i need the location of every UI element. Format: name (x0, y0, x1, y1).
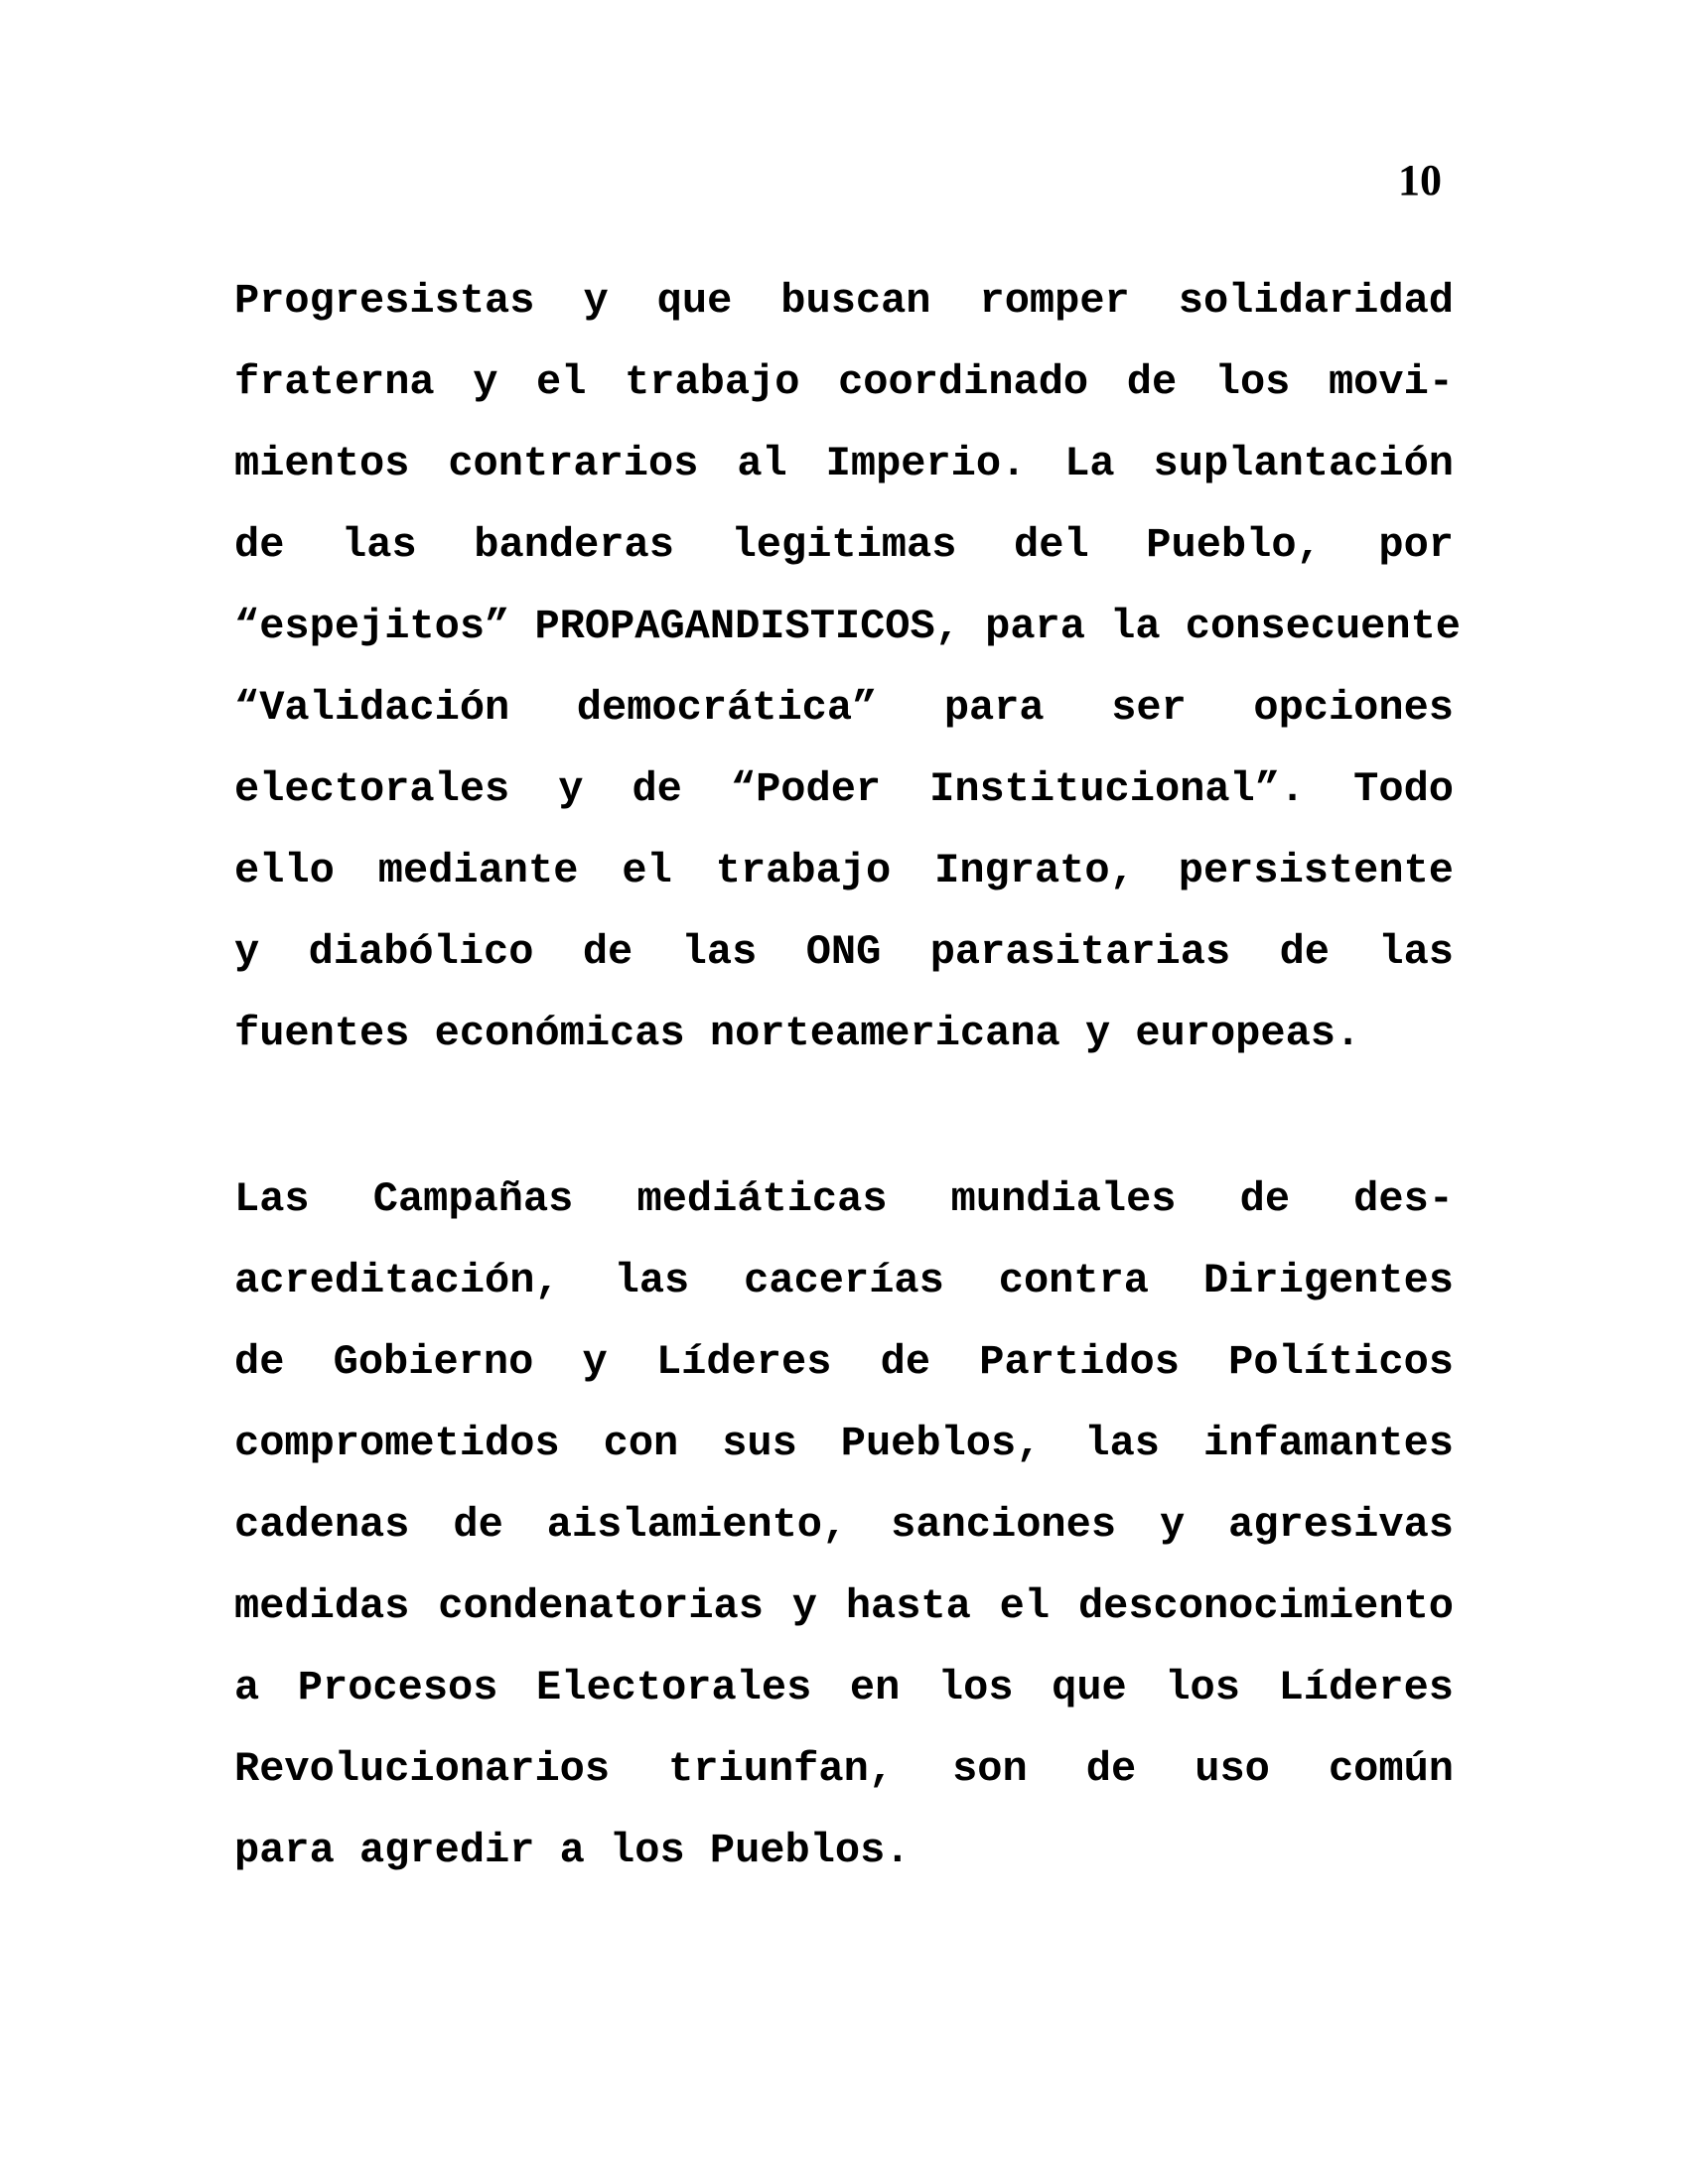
page-number: 10 (1398, 156, 1442, 205)
text-line: de Gobierno y Líderes de Partidos Políticos (234, 1338, 1454, 1386)
text-line: comprometidos con sus Pueblos, las infamantes (234, 1420, 1454, 1467)
text-line: electorales y de “Poder Institucional”. Todo (234, 765, 1454, 813)
text-line: Progresistas y que buscan romper solidaridad (234, 277, 1454, 325)
text-line: medidas condenatorias y hasta el desconocimiento (234, 1582, 1454, 1630)
text-line: mientos contrarios al Imperio. La suplantación (234, 440, 1454, 487)
text-line: para agredir a los Pueblos. (234, 1827, 911, 1874)
text-line: y diabólico de las ONG parasitarias de las (234, 928, 1454, 976)
text-line: “espejitos” PROPAGANDISTICOS, para la consecuente (234, 603, 1462, 650)
text-line: Las Campañas mediáticas mundiales de des- (234, 1175, 1454, 1223)
text-line: cadenas de aislamiento, sanciones y agresivas (234, 1501, 1454, 1549)
paragraph-1 (234, 260, 1462, 1074)
text-line: “Validación democrática” para ser opciones (234, 684, 1454, 732)
text-line: fraterna y el trabajo coordinado de los movi- (234, 358, 1454, 406)
text-line: a Procesos Electorales en los que los Líderes (234, 1664, 1454, 1711)
text-line: acreditación, las cacerías contra Dirigentes (234, 1257, 1454, 1304)
text-line: Revolucionarios triunfan, son de uso común (234, 1745, 1454, 1793)
text-line: ello mediante el trabajo Ingrato, persistente (234, 847, 1454, 894)
text-line: fuentes económicas norteamericana y europeas. (234, 1010, 1361, 1057)
paragraph-2 (234, 1159, 1454, 1891)
text-line: de las banderas legitimas del Pueblo, por (234, 521, 1454, 569)
